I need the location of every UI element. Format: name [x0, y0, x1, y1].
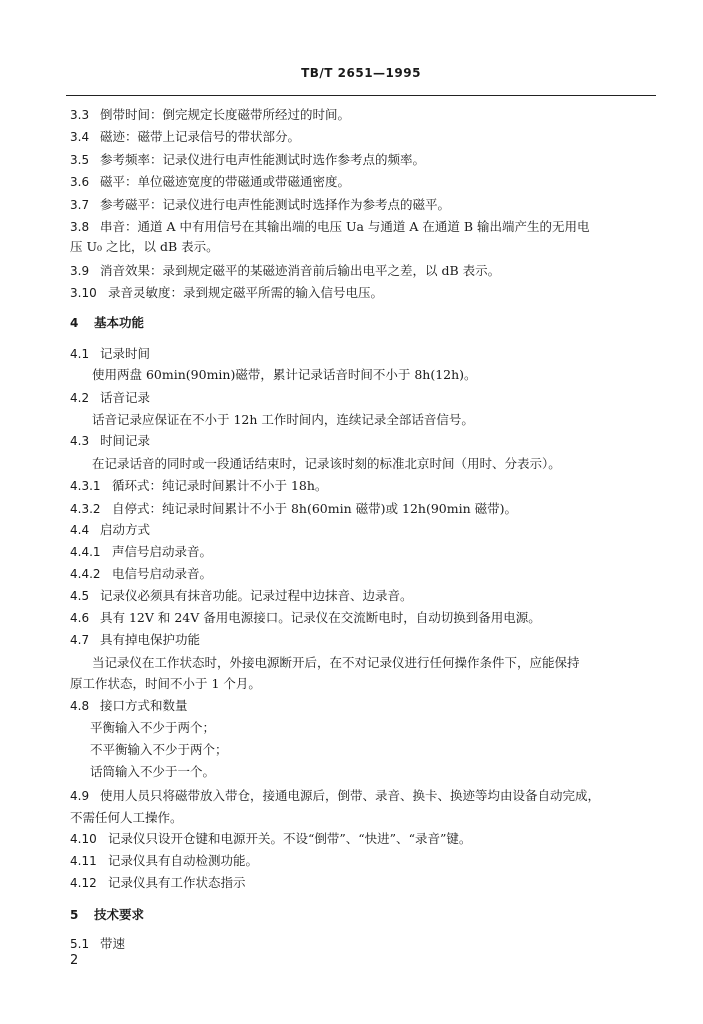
- clause-text: 接口方式和数量: [100, 698, 188, 713]
- section-5-heading: [70, 906, 660, 924]
- section-number: 5: [70, 908, 79, 922]
- clause-text: 话音记录: [100, 390, 151, 405]
- clause-text: 具有 12V 和 24V 备用电源接口。记录仪在交流断电时，自动切换到备用电源。: [100, 610, 541, 625]
- clause-3-9: [70, 262, 660, 280]
- clause-number: 4.4.2: [70, 567, 101, 581]
- clause-4-3-1: [70, 477, 660, 495]
- clause-number: 4.3: [70, 434, 90, 448]
- clause-4-2-body: [70, 411, 682, 429]
- clause-4-4: [70, 521, 660, 539]
- clause-text: 磁迹：磁带上记录信号的带状部分。: [100, 129, 301, 144]
- section-title: 技术要求: [94, 907, 145, 922]
- clause-number: 3.9: [70, 264, 90, 278]
- clause-number: 4.8: [70, 699, 90, 713]
- clause-number: 4.7: [70, 633, 90, 647]
- clause-4-9: [70, 787, 660, 805]
- clause-text: 压 U₀ 之比，以 dB 表示。: [70, 239, 219, 254]
- clause-text: 话音记录应保证在不小于 12h 工作时间内，连续记录全部话音信号。: [92, 412, 474, 427]
- clause-5-1: [70, 935, 660, 953]
- clause-text: 记录仪具有自动检测功能。: [108, 853, 259, 868]
- clause-number: 4.10: [70, 832, 97, 846]
- clause-text: 自停式：纯记录时间累计不小于 8h(60min 磁带)或 12h(90min 磁带)。: [112, 501, 517, 516]
- clause-3-5: [70, 151, 660, 169]
- clause-text: 启动方式: [100, 522, 151, 537]
- clause-4-6: [70, 609, 660, 627]
- clause-3-10: [70, 284, 660, 302]
- clause-number: 4.1: [70, 347, 90, 361]
- clause-text: 当记录仪在工作状态时，外接电源断开后，在不对记录仪进行任何操作条件下，应能保持: [92, 655, 580, 670]
- clause-text: 参考磁平：记录仪进行电声性能测试时选择作为参考点的磁平。: [100, 197, 451, 212]
- clause-4-8: [70, 697, 660, 715]
- clause-number: 3.7: [70, 198, 90, 212]
- clause-4-12: [70, 874, 660, 892]
- section-title: 基本功能: [94, 315, 145, 330]
- clause-4-11: [70, 852, 660, 870]
- clause-text: 倒带时间：倒完规定长度磁带所经过的时间。: [100, 107, 351, 122]
- clause-3-8-continued: [70, 238, 660, 256]
- clause-text: 串音：通道 A 中有用信号在其输出端的电压 Ua 与通道 A 在通道 B 输出端产生的无用电: [100, 219, 590, 234]
- clause-4-5: [70, 587, 660, 605]
- clause-number: 4.4.1: [70, 545, 101, 559]
- clause-4-3-2: [70, 500, 660, 518]
- clause-3-7: [70, 196, 660, 214]
- clause-4-1: [70, 345, 660, 363]
- clause-4-10: [70, 830, 660, 848]
- list-item-text: 不平衡输入不少于两个；: [90, 742, 228, 757]
- clause-number: 4.2: [70, 391, 90, 405]
- clause-number: 5.1: [70, 937, 90, 951]
- clause-text: 循环式：纯记录时间累计不小于 18h。: [112, 478, 328, 493]
- clause-4-3: [70, 432, 660, 450]
- clause-number: 3.3: [70, 108, 90, 122]
- clause-number: 3.8: [70, 220, 90, 234]
- clause-text: 消音效果：录到规定磁平的某磁迹消音前后输出电平之差，以 dB 表示。: [100, 263, 501, 278]
- clause-text: 原工作状态，时间不小于 1 个月。: [70, 676, 261, 691]
- list-item-text: 平衡输入不少于两个；: [90, 720, 216, 735]
- clause-text: 在记录话音的同时或一段通话结束时，记录该时刻的标准北京时间（用时、分表示）。: [92, 456, 561, 471]
- clause-text: 带速: [100, 936, 126, 951]
- clause-text: 电信号启动录音。: [112, 566, 213, 581]
- standard-code-header: TB/T 2651—1995: [301, 66, 421, 80]
- list-item: [70, 763, 680, 781]
- list-item: [70, 741, 680, 759]
- clause-text: 记录时间: [100, 346, 151, 361]
- clause-3-3: [70, 106, 660, 124]
- clause-3-6: [70, 173, 660, 191]
- clause-4-1-body: [70, 366, 682, 384]
- clause-3-4: [70, 128, 660, 146]
- header-rule: [66, 95, 656, 96]
- clause-text: 记录仪必须具有抹音功能。记录过程中边抹音、边录音。: [100, 588, 413, 603]
- clause-number: 4.3.1: [70, 479, 101, 493]
- clause-text: 磁平：单位磁迹宽度的带磁通或带磁通密度。: [100, 174, 351, 189]
- clause-text: 不需任何人工操作。: [70, 810, 183, 825]
- clause-text: 具有掉电保护功能: [100, 632, 201, 647]
- clause-number: 4.6: [70, 611, 90, 625]
- clause-text: 使用人员只将磁带放入带仓，接通电源后，倒带、录音、换卡、换迹等均由设备自动完成，: [100, 788, 601, 803]
- clause-number: 4.11: [70, 854, 97, 868]
- section-number: 4: [70, 316, 79, 330]
- clause-text: 记录仪只设开仓键和电源开关。不设“倒带”、“快进”、“录音”键。: [108, 831, 472, 846]
- clause-number: 4.12: [70, 876, 97, 890]
- clause-number: 3.6: [70, 175, 90, 189]
- clause-4-7-body: [70, 654, 682, 672]
- list-item-text: 话筒输入不少于一个。: [90, 764, 216, 779]
- clause-number: 3.4: [70, 130, 90, 144]
- clause-4-2: [70, 389, 660, 407]
- clause-text: 记录仪具有工作状态指示: [108, 875, 246, 890]
- clause-number: 3.10: [70, 286, 97, 300]
- clause-text: 录音灵敏度：录到规定磁平所需的输入信号电压。: [108, 285, 384, 300]
- clause-text: 时间记录: [100, 433, 151, 448]
- clause-text: 参考频率：记录仪进行电声性能测试时选作参考点的频率。: [100, 152, 426, 167]
- clause-number: 4.5: [70, 589, 90, 603]
- clause-4-7-body-continued: [70, 675, 660, 693]
- section-4-heading: [70, 314, 660, 332]
- clause-4-7: [70, 631, 660, 649]
- list-item: [70, 719, 680, 737]
- clause-4-9-continued: [70, 809, 660, 827]
- clause-4-4-1: [70, 543, 660, 561]
- clause-text: 使用两盘 60min(90min)磁带，累计记录话音时间不小于 8h(12h)。: [92, 367, 477, 382]
- clause-3-8: [70, 218, 660, 236]
- clause-4-3-body: [70, 455, 682, 473]
- page-number: 2: [70, 953, 79, 968]
- clause-text: 声信号启动录音。: [112, 544, 213, 559]
- clause-number: 4.4: [70, 523, 90, 537]
- clause-number: 4.3.2: [70, 502, 101, 516]
- clause-number: 4.9: [70, 789, 90, 803]
- clause-number: 3.5: [70, 153, 90, 167]
- clause-4-4-2: [70, 565, 660, 583]
